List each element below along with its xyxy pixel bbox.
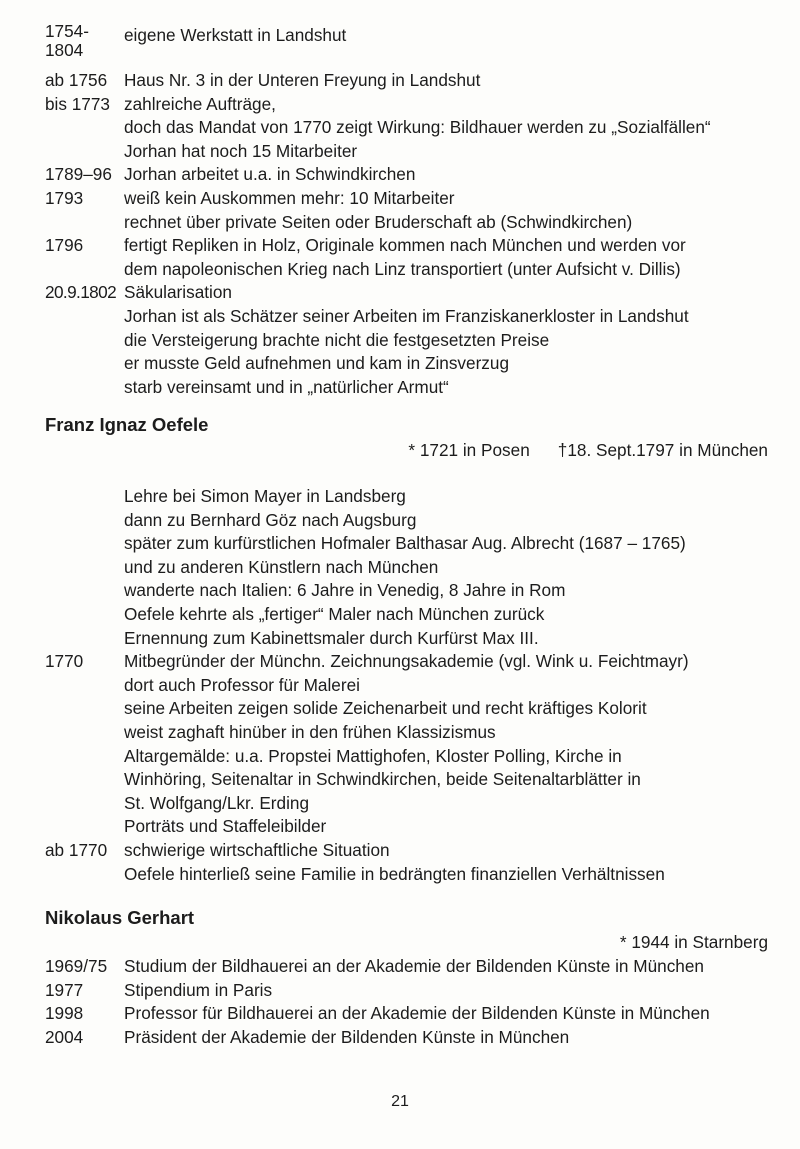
timeline-row xyxy=(45,116,775,140)
timeline-text: seine Arbeiten zeigen solide Zeichenarbeit und recht kräftiges Kolorit xyxy=(124,698,647,719)
timeline-text: Lehre bei Simon Mayer in Landsberg xyxy=(124,486,406,506)
timeline-row xyxy=(45,863,775,887)
timeline-row xyxy=(45,650,775,674)
timeline-year: 1793 xyxy=(45,187,84,208)
timeline-row xyxy=(45,485,775,509)
timeline-text: dort auch Professor für Malerei xyxy=(124,674,360,695)
timeline-row xyxy=(45,93,775,117)
timeline-year: ab 1770 xyxy=(45,839,108,860)
timeline-text: St. Wolfgang/Lkr. Erding xyxy=(124,792,310,813)
timeline-text: Oefele kehrte als „fertiger“ Maler nach München zurück xyxy=(124,603,545,624)
timeline-row xyxy=(45,352,775,376)
timeline-year: ab 1756 xyxy=(45,70,108,90)
timeline-row xyxy=(45,22,775,69)
timeline-text: später zum kurfürstlichen Hofmaler Balthasar Aug. Albrecht (1687 – 1765) xyxy=(124,533,686,554)
section-heading-oefele: Franz Ignaz Oefele xyxy=(45,414,209,435)
timeline-text: zahlreiche Aufträge, xyxy=(124,93,276,114)
timeline-row xyxy=(45,768,775,792)
timeline-row xyxy=(45,674,775,698)
timeline-text: Mitbegründer der Münchn. Zeichnungsakademie (vgl. Wink u. Feichtmayr) xyxy=(124,651,689,672)
timeline-row xyxy=(45,579,775,603)
timeline-row xyxy=(45,376,775,400)
timeline-row xyxy=(45,329,775,353)
timeline-text: und zu anderen Künstlern nach München xyxy=(124,556,439,577)
oefele-timeline xyxy=(45,485,775,886)
timeline-text: er musste Geld aufnehmen und kam in Zinsverzug xyxy=(124,353,509,374)
timeline-text: Jorhan arbeitet u.a. in Schwindkirchen xyxy=(124,164,416,185)
timeline-row xyxy=(45,1002,775,1026)
timeline-year: 1770 xyxy=(45,651,84,672)
timeline-row xyxy=(45,509,775,533)
timeline-text: dann zu Bernhard Göz nach Augsburg xyxy=(124,509,417,530)
timeline-text: Jorhan hat noch 15 Mitarbeiter xyxy=(124,140,358,161)
timeline-text: Altargemälde: u.a. Propstei Mattighofen, Kloster Polling, Kirche in xyxy=(124,745,622,766)
timeline-row xyxy=(45,955,775,979)
timeline-text: weiß kein Auskommen mehr: 10 Mitarbeiter xyxy=(124,187,455,208)
timeline-text: Winhöring, Seitenaltar in Schwindkirchen, beide Seitenaltarblätter in xyxy=(124,769,641,790)
timeline-year: 2004 xyxy=(45,1026,84,1047)
timeline-row xyxy=(45,258,775,282)
timeline-year: 1969/75 xyxy=(45,956,108,976)
timeline-text: Präsident der Akademie der Bildenden Künste in München xyxy=(124,1026,570,1047)
timeline-row xyxy=(45,745,775,769)
timeline-row xyxy=(45,839,775,863)
timeline-text: Säkularisation xyxy=(124,282,232,303)
timeline-year: 1796 xyxy=(45,235,84,256)
oefele-life-dates xyxy=(408,440,768,461)
timeline-text: wanderte nach Italien: 6 Jahre in Venedig, 8 Jahre in Rom xyxy=(124,580,566,601)
timeline-row xyxy=(45,603,775,627)
page-number: 21 xyxy=(391,1093,409,1110)
timeline-row xyxy=(45,815,775,839)
timeline-row xyxy=(45,792,775,816)
timeline-year: 1789–96 xyxy=(45,164,112,185)
timeline-text: schwierige wirtschaftliche Situation xyxy=(124,839,390,860)
timeline-year: bis 1773 xyxy=(45,93,110,114)
timeline-text: starb vereinsamt und in „natürlicher Armut“ xyxy=(124,376,449,397)
timeline-row xyxy=(45,163,775,187)
timeline-text: Stipendium in Paris xyxy=(124,979,273,1000)
gerhart-birth-date: * 1944 in Starnberg xyxy=(619,932,768,952)
birth-date: * 1721 in Posen xyxy=(408,440,530,460)
timeline-row xyxy=(45,979,775,1003)
death-date: †18. Sept.1797 in München xyxy=(557,440,768,460)
timeline-text: dem napoleonischen Krieg nach Linz transportiert (unter Aufsicht v. Dillis) xyxy=(124,258,681,279)
timeline-row xyxy=(45,1026,775,1050)
gerhart-timeline xyxy=(45,955,775,1049)
timeline-year: 1754- 1804 xyxy=(45,21,89,60)
timeline-text: Jorhan ist als Schätzer seiner Arbeiten im Franziskanerkloster in Landshut xyxy=(124,305,689,326)
timeline-row xyxy=(45,69,775,93)
timeline-year: 1998 xyxy=(45,1003,84,1024)
timeline-text: die Versteigerung brachte nicht die festgesetzten Preise xyxy=(124,329,550,350)
timeline-text: weist zaghaft hinüber in den frühen Klassizismus xyxy=(124,721,496,742)
timeline-text: Haus Nr. 3 in der Unteren Freyung in Landshut xyxy=(124,70,481,90)
timeline-row xyxy=(45,556,775,580)
timeline-row xyxy=(45,697,775,721)
timeline-row xyxy=(45,305,775,329)
timeline-text: eigene Werkstatt in Landshut xyxy=(124,25,347,45)
timeline-year: 20.9.1802 xyxy=(45,282,117,303)
timeline-text: doch das Mandat von 1770 zeigt Wirkung: Bildhauer werden zu „Sozialfällen“ xyxy=(124,117,711,138)
jorhan-timeline xyxy=(45,22,775,399)
timeline-row xyxy=(45,721,775,745)
timeline-text: rechnet über private Seiten oder Bruderschaft ab (Schwindkirchen) xyxy=(124,211,633,232)
timeline-row xyxy=(45,281,775,305)
timeline-text: Porträts und Staffeleibilder xyxy=(124,816,327,837)
timeline-row xyxy=(45,187,775,211)
timeline-row xyxy=(45,532,775,556)
timeline-text: fertigt Repliken in Holz, Originale kommen nach München und werden vor xyxy=(124,235,686,256)
timeline-text: Oefele hinterließ seine Familie in bedrängten finanziellen Verhältnissen xyxy=(124,863,665,884)
timeline-row xyxy=(45,140,775,164)
timeline-year: 1977 xyxy=(45,979,84,1000)
timeline-row xyxy=(45,234,775,258)
timeline-text: Ernennung zum Kabinettsmaler durch Kurfürst Max III. xyxy=(124,627,539,648)
timeline-text: Studium der Bildhauerei an der Akademie der Bildenden Künste in München xyxy=(124,956,704,976)
timeline-text: Professor für Bildhauerei an der Akademie der Bildenden Künste in München xyxy=(124,1003,710,1024)
timeline-row xyxy=(45,211,775,235)
timeline-row xyxy=(45,627,775,651)
section-heading-gerhart: Nikolaus Gerhart xyxy=(45,907,195,928)
